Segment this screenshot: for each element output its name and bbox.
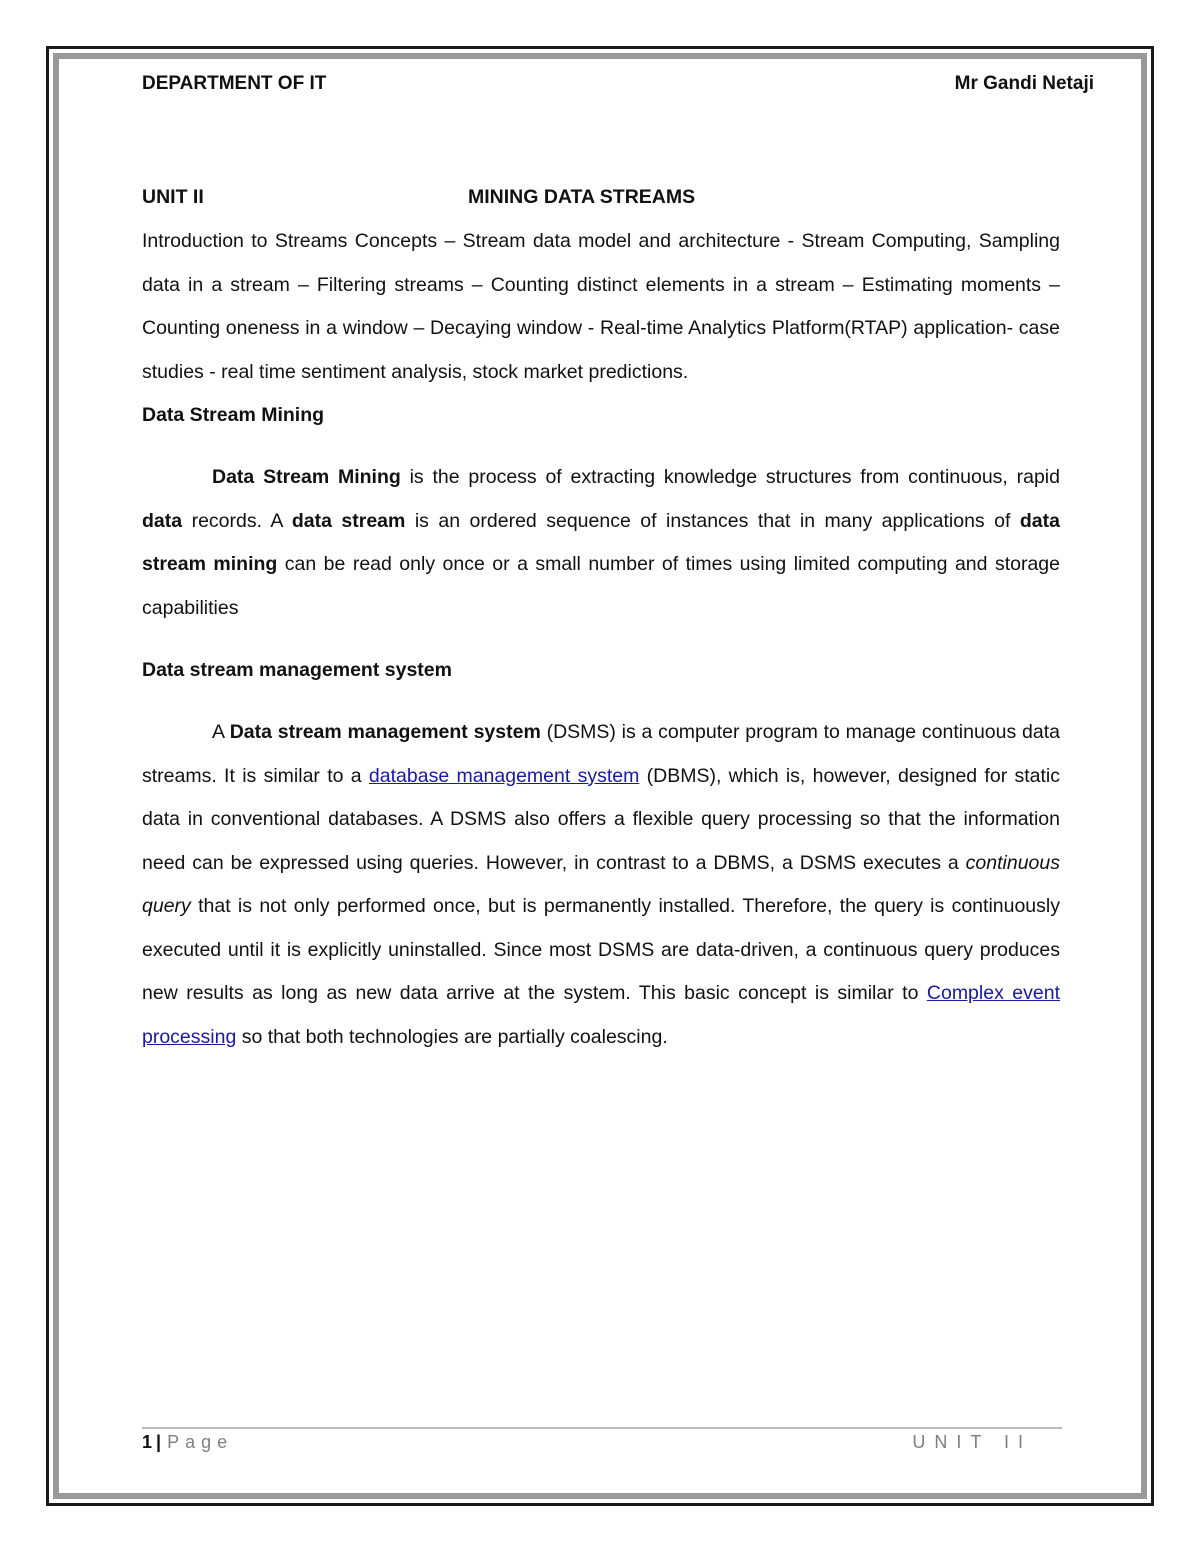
header-department: DEPARTMENT OF IT	[142, 73, 327, 94]
text-run: A	[212, 721, 230, 743]
header-author: Mr Gandi Netaji	[954, 73, 1094, 94]
section-heading-data-stream-mining: Data Stream Mining	[142, 404, 325, 426]
bold-term: data stream mining	[142, 509, 1060, 575]
link-complex-event-processing[interactable]: Complex event processing	[142, 982, 1060, 1048]
syllabus-paragraph: Introduction to Streams Concepts – Stream data model and architecture - Stream Computing, Sampling data in a stream – Filtering streams – Counting distinct elements in a stream – Estimating moments – Counting oneness in a window – Decaying window - Real-time Analytics Platform(RTAP) application- case studies - real time sentiment analysis, stock market predictions.	[142, 230, 1060, 383]
bold-term: Data Stream Mining	[212, 466, 401, 488]
page-number: 1	[142, 1432, 153, 1452]
text-run: so that both technologies are partially coalescing.	[236, 1025, 668, 1048]
text-run: can be read only once or a small number of times using limited computing and storage capabilities	[142, 553, 1060, 619]
dsms-paragraph	[142, 711, 1060, 1059]
text-run: (DSMS) is a computer program to manage continuous data streams. It is similar to a	[142, 721, 1060, 787]
unit-number: UNIT II	[142, 186, 204, 208]
link-database-management-system[interactable]: database management system	[368, 764, 640, 787]
text-run: that is not only performed once, but is permanently installed. Therefore, the query is continuously executed until it is explicitly uninstalled. Since most DSMS are data-driven, a continuous query produces new results as long as new data arrive at the system. This basic concept is similar to	[142, 895, 1060, 1004]
text-run: is an ordered sequence of instances that in many applications of	[405, 509, 1020, 532]
section-heading-dsms: Data stream management system	[142, 659, 452, 681]
bold-term: data stream	[291, 509, 406, 532]
text-run: (DBMS), which is, however, designed for static data in conventional databases. A DSMS also offers a flexible query processing so that the information need can be expressed using queries. However, in contrast to a DBMS, a DSMS executes a	[142, 764, 1061, 874]
document-body	[142, 183, 1060, 1059]
footer-unit-label: UNIT II	[912, 1432, 1032, 1452]
footer-separator: |	[156, 1432, 162, 1452]
italic-term: continuous query	[142, 851, 1060, 917]
footer-page-label	[142, 1432, 233, 1453]
text-run: records. A	[182, 509, 292, 532]
bold-term: Data stream management system	[229, 721, 541, 743]
data-stream-mining-paragraph	[142, 456, 1060, 630]
footer-rule	[142, 1427, 1062, 1429]
unit-title-line	[142, 183, 1060, 215]
unit-title: MINING DATA STREAMS	[468, 186, 696, 208]
bold-term: data	[142, 509, 183, 532]
text-run: is the process of extracting knowledge structures from continuous, rapid	[400, 466, 1060, 488]
page-word: Page	[167, 1432, 234, 1452]
